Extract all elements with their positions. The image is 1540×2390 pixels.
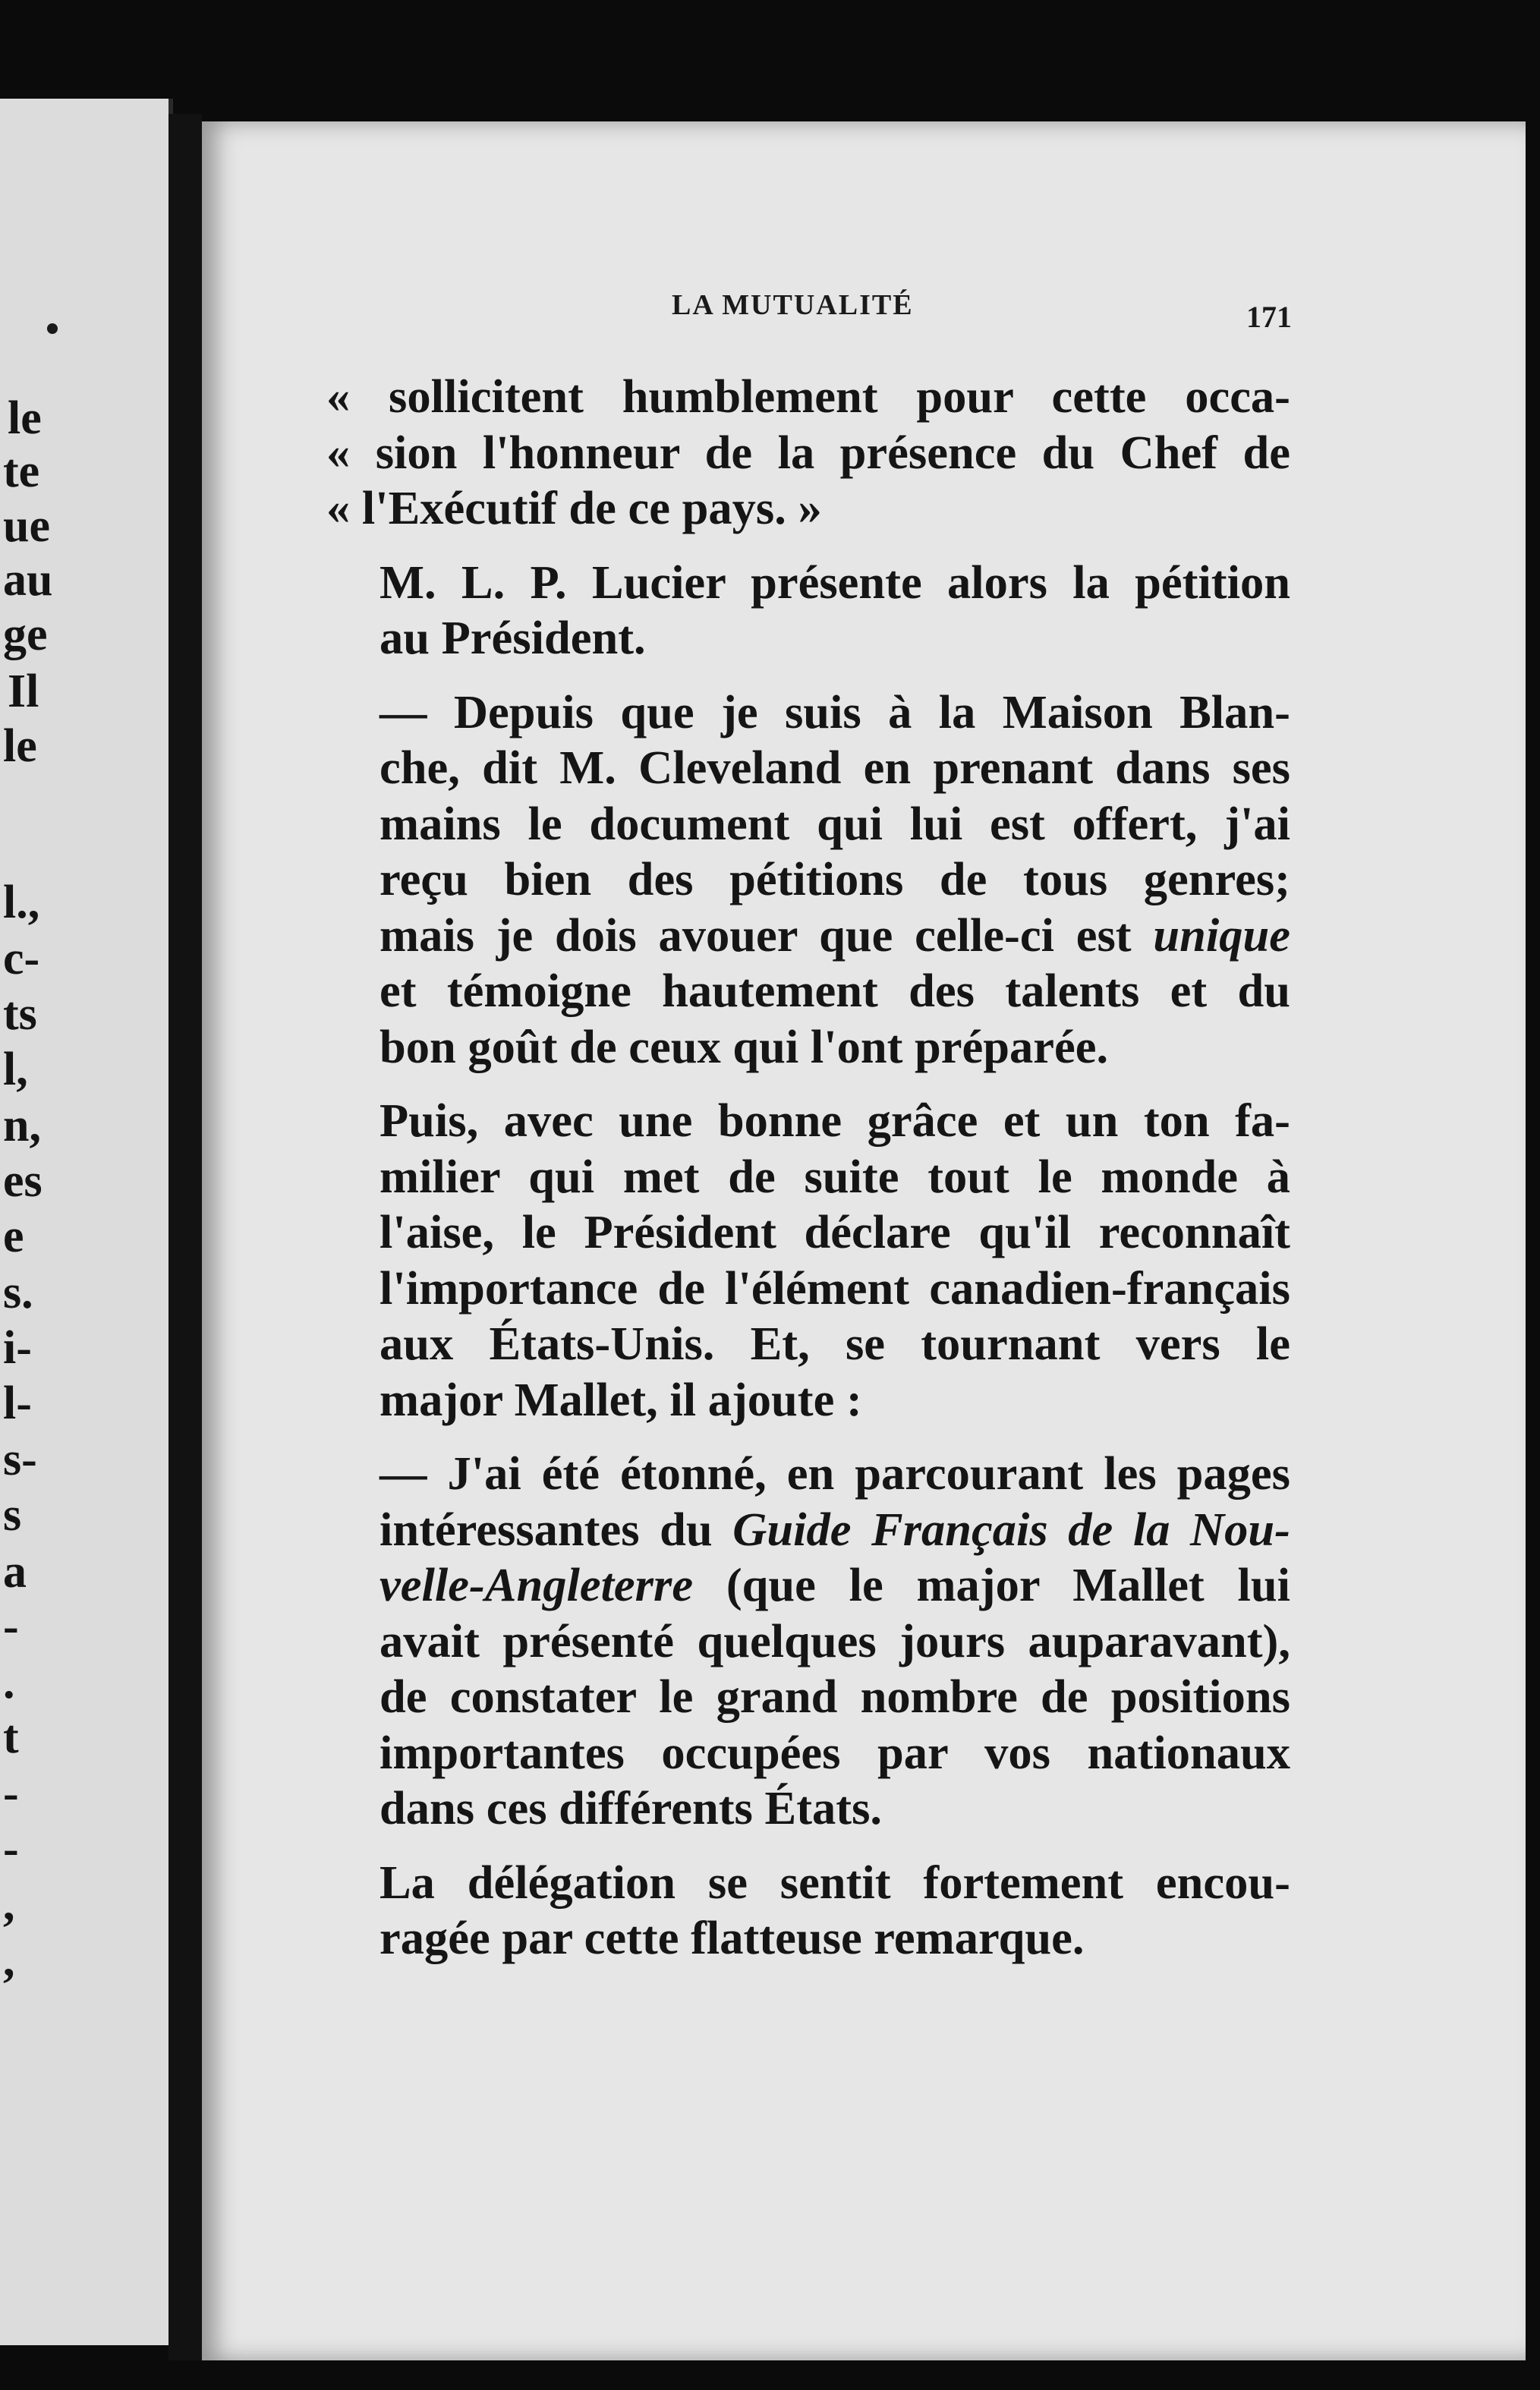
left-facing-page bbox=[0, 99, 173, 2345]
left-page-fragment: , bbox=[3, 1878, 15, 1930]
text-line: au Président. bbox=[379, 611, 646, 664]
paragraph-guide-francais bbox=[326, 1446, 1290, 1837]
text-line: mains le document qui lui est offert, j'ai bbox=[379, 796, 1290, 850]
left-page-fragment: s. bbox=[3, 1267, 33, 1318]
left-page-fragment: l., bbox=[3, 877, 40, 928]
left-page-fragment: - bbox=[3, 1768, 19, 1819]
left-page-fragment: le bbox=[8, 392, 42, 444]
left-page-fragment: le bbox=[3, 720, 37, 772]
ink-speck bbox=[47, 323, 58, 334]
left-page-fragment: . bbox=[3, 1657, 15, 1708]
left-page-fragment: Il bbox=[8, 666, 39, 717]
left-page-fragment: te bbox=[3, 446, 40, 497]
text-line: importantes occupées par vos nationaux bbox=[379, 1725, 1290, 1779]
text-line: « sion l'honneur de la présence du Chef de bbox=[326, 425, 1290, 479]
text-line: reçu bien des pétitions de tous genres; bbox=[379, 852, 1290, 905]
text-line: milier qui met de suite tout le monde à bbox=[379, 1149, 1290, 1203]
left-page-fragment: ue bbox=[3, 500, 50, 552]
text-line: major Mallet, il ajoute : bbox=[379, 1372, 862, 1426]
page-edge bbox=[1526, 121, 1540, 2360]
left-page-fragment: es bbox=[3, 1155, 43, 1207]
text-line: Puis, avec une bonne grâce et un ton fa- bbox=[379, 1094, 1290, 1147]
left-page-fragment: l, bbox=[3, 1044, 28, 1095]
left-page-fragment: l- bbox=[3, 1378, 32, 1429]
text-line: et témoigne hautement des talents et du bbox=[379, 964, 1290, 1017]
left-page-fragment: i- bbox=[3, 1322, 32, 1374]
text-line: M. L. P. Lucier présente alors la pétition bbox=[379, 555, 1290, 609]
left-page-fragment: s- bbox=[3, 1434, 37, 1485]
left-page-fragment: t bbox=[3, 1711, 19, 1763]
paragraph-delegation bbox=[326, 1855, 1290, 1966]
left-page-fragment: - bbox=[3, 1823, 19, 1875]
page-number: 171 bbox=[1246, 300, 1292, 334]
left-page-fragment: n, bbox=[3, 1100, 41, 1151]
left-page-fragment: c- bbox=[3, 933, 40, 984]
text-line: dans ces différents États. bbox=[379, 1781, 883, 1834]
paragraph-president-declares bbox=[326, 1093, 1290, 1428]
text-line: de constater le grand nombre de positions bbox=[379, 1670, 1290, 1723]
left-page-fragment: a bbox=[3, 1546, 27, 1598]
left-page-fragment: s bbox=[3, 1489, 22, 1541]
text-line: velle-Angleterre (que le major Mallet lui bbox=[379, 1558, 1290, 1611]
left-page-fragment: - bbox=[3, 1601, 19, 1652]
body-text bbox=[326, 369, 1290, 1985]
text-line: ragée par cette flatteuse remarque. bbox=[379, 1911, 1085, 1964]
left-page-fragment: au bbox=[3, 554, 53, 606]
text-line: aux États-Unis. Et, se tournant vers le bbox=[379, 1317, 1290, 1370]
left-page-fragment: ts bbox=[3, 988, 37, 1040]
text-line: — Depuis que je suis à la Maison Blan- bbox=[379, 685, 1290, 738]
paragraph-petition bbox=[326, 555, 1290, 666]
paragraph-quote-close bbox=[326, 369, 1290, 537]
text-line: La délégation se sentit fortement encou- bbox=[379, 1855, 1290, 1909]
text-line: avait présenté quelques jours auparavant), bbox=[379, 1614, 1290, 1667]
left-page-fragment: e bbox=[3, 1211, 24, 1262]
text-line: bon goût de ceux qui l'ont préparée. bbox=[379, 1019, 1109, 1073]
left-page-fragment: , bbox=[3, 1935, 15, 1986]
text-line: che, dit M. Cleveland en prenant dans ses bbox=[379, 741, 1290, 794]
running-head: LA MUTUALITÉ bbox=[672, 289, 914, 321]
left-page-fragment: ge bbox=[3, 609, 48, 660]
text-line: « sollicitent humblement pour cette occa- bbox=[326, 370, 1290, 423]
text-line: l'aise, le Président déclare qu'il reconnaît bbox=[379, 1205, 1290, 1258]
text-line: intéressantes du Guide Français de la Nou- bbox=[379, 1502, 1290, 1556]
text-line: mais je dois avouer que celle-ci est unique bbox=[379, 908, 1290, 962]
text-line: — J'ai été étonné, en parcourant les pages bbox=[379, 1447, 1290, 1500]
text-line: « l'Exécutif de ce pays. » bbox=[326, 481, 822, 534]
book-spine-gutter bbox=[168, 114, 202, 2360]
paragraph-cleveland-reply bbox=[326, 685, 1290, 1075]
text-line: l'importance de l'élément canadien-français bbox=[379, 1261, 1290, 1315]
